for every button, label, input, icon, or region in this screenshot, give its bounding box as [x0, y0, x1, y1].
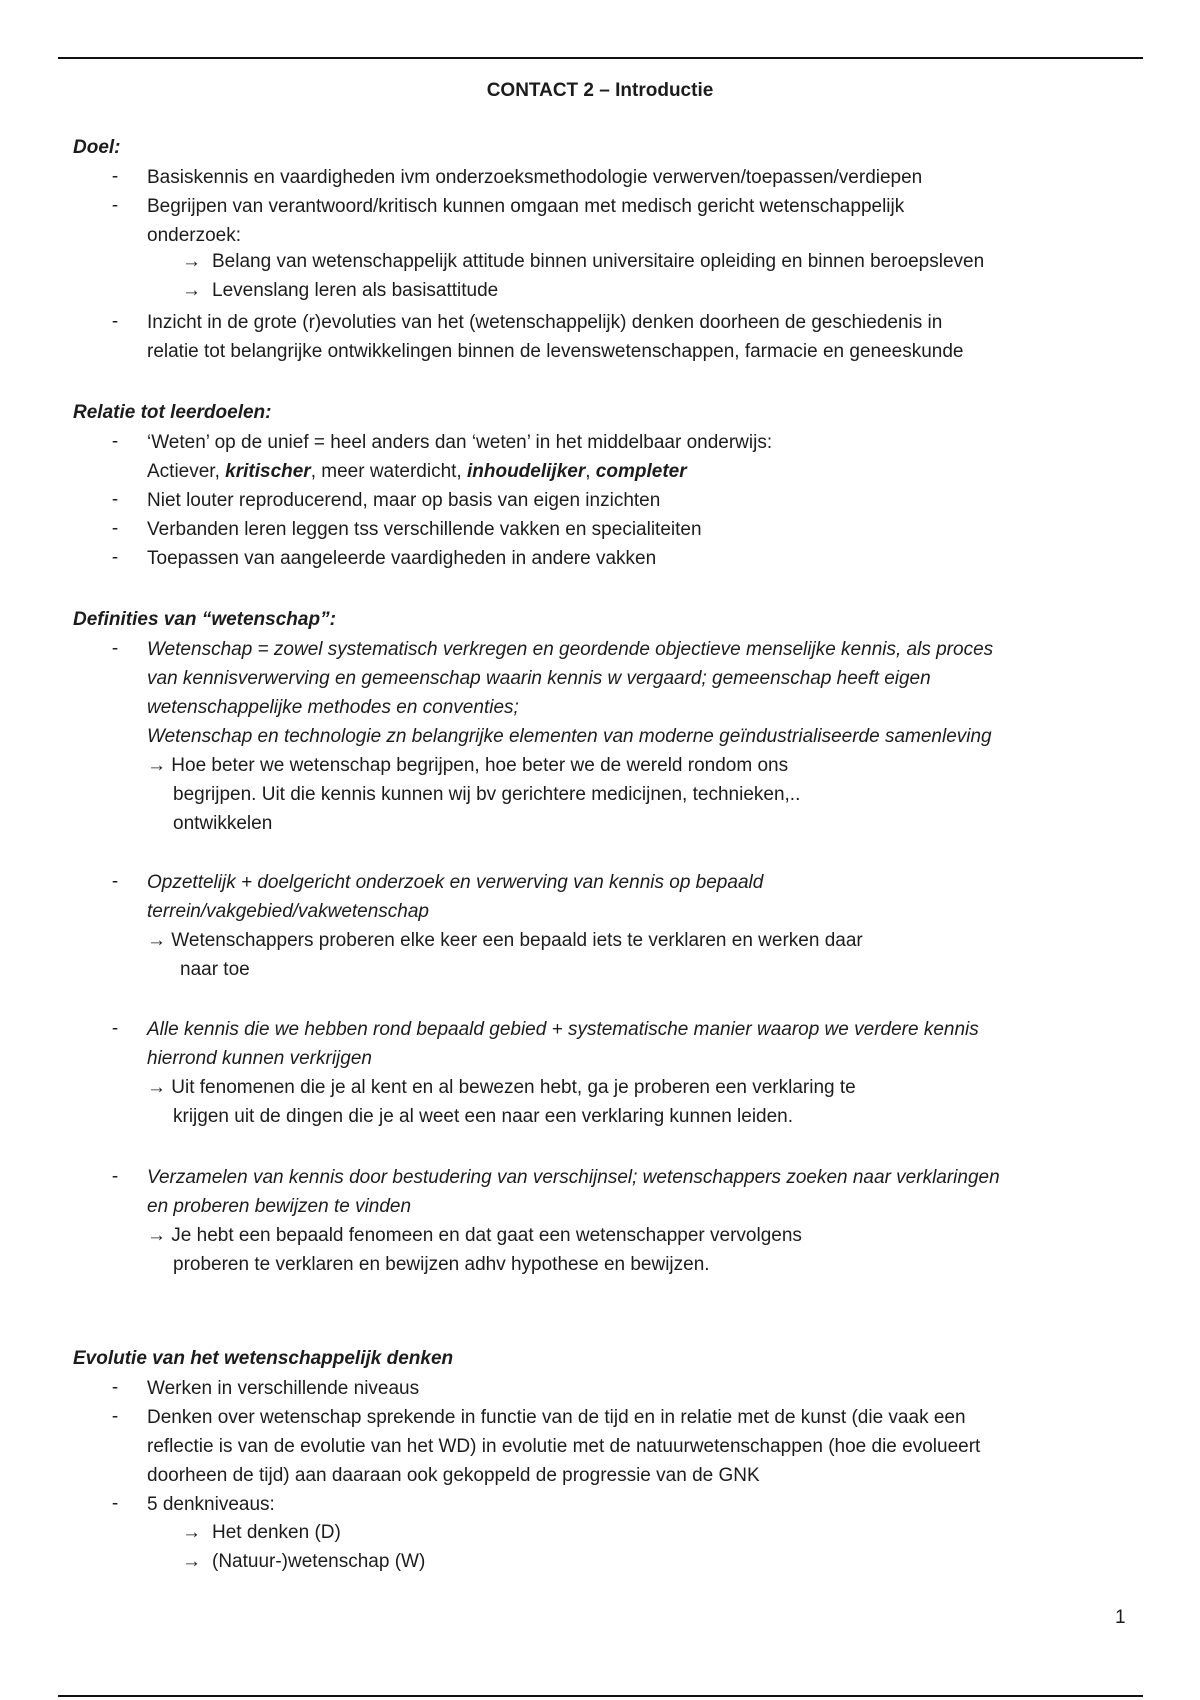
- def-1-arrow-text-1: Hoe beter we wetenschap begrijpen, hoe beter we de wereld rondom ons: [171, 755, 789, 776]
- bullet: -: [111, 1406, 119, 1427]
- heading-evolutie: Evolutie van het wetenschappelijk denken: [73, 1348, 454, 1369]
- arrow-icon: →: [147, 1225, 166, 1246]
- arrow-icon: →: [147, 930, 166, 951]
- emphasis-kritischer: kritischer: [225, 461, 311, 482]
- heading-definities: Definities van “wetenschap”:: [73, 609, 336, 630]
- def-1-arrow-line-2: begrijpen. Uit die kennis kunnen wij bv gerichtere medicijnen, technieken,..: [173, 784, 801, 805]
- def-4-line-2: en proberen bewijzen te vinden: [147, 1196, 412, 1217]
- doel-bullet-2-line-2: onderzoek:: [147, 225, 242, 246]
- doel-bullet-3-line-1: Inzicht in de grote (r)evoluties van het (wetenschappelijk) denken doorheen de geschiedenis in: [147, 312, 943, 333]
- def-3-arrow-text-1: Uit fenomenen die je al kent en al bewezen hebt, ga je proberen een verklaring te: [171, 1077, 856, 1098]
- def-2-arrow-text-1: Wetenschappers proberen elke keer een bepaald iets te verklaren en werken daar: [171, 930, 863, 951]
- relatie-bullet-1-line-2: [147, 458, 687, 485]
- def-1-line-4: Wetenschap en technologie zn belangrijke elementen van moderne geïndustrialiseerde samenleving: [147, 726, 992, 747]
- relatie-bullet-4: Toepassen van aangeleerde vaardigheden in andere vakken: [147, 548, 657, 569]
- doel-bullet-2-line-1: Begrijpen van verantwoord/kritisch kunnen omgaan met medisch gericht wetenschappelijk: [147, 196, 905, 217]
- evolutie-bullet-3: 5 denkniveaus:: [147, 1494, 275, 1515]
- emphasis-inhoudelijker: inhoudelijker: [466, 461, 586, 482]
- def-2-arrow-line-2: naar toe: [180, 959, 250, 980]
- relatie-bullet-2: Niet louter reproducerend, maar op basis van eigen inzichten: [147, 490, 661, 511]
- heading-doel: Doel:: [73, 137, 121, 158]
- bullet: -: [111, 518, 119, 539]
- top-rule: [58, 57, 1143, 59]
- evolutie-bullet-2-line-2: reflectie is van de evolutie van het WD) in evolutie met de natuurwetenschappen (hoe die evolueert: [147, 1436, 981, 1457]
- bullet: -: [111, 1018, 119, 1039]
- doel-sub-1-text: Belang van wetenschappelijk attitude binnen universitaire opleiding en binnen beroepsleven: [212, 251, 985, 272]
- evolutie-sub-1: [182, 1522, 341, 1544]
- heading-relatie: Relatie tot leerdoelen:: [73, 402, 272, 423]
- doel-bullet-3-line-2: relatie tot belangrijke ontwikkelingen binnen de levenswetenschappen, farmacie en geneeskunde: [147, 341, 964, 362]
- evolutie-sub-1-text: Het denken (D): [212, 1522, 341, 1543]
- bullet: -: [111, 311, 119, 332]
- evolutie-bullet-1: Werken in verschillende niveaus: [147, 1378, 420, 1399]
- emphasis-completer: completer: [595, 461, 687, 482]
- text-span: Actiever,: [147, 461, 226, 482]
- page-title: CONTACT 2 – Introductie: [486, 80, 714, 101]
- bullet: -: [111, 871, 119, 892]
- text-span: ,: [585, 461, 596, 482]
- def-2-arrow-line-1: [147, 927, 863, 954]
- bullet: -: [111, 431, 119, 452]
- def-3-line-2: hierrond kunnen verkrijgen: [147, 1048, 372, 1069]
- bullet: -: [111, 1166, 119, 1187]
- arrow-icon: →: [182, 1551, 201, 1572]
- bullet: -: [111, 638, 119, 659]
- def-4-arrow-line-1: [147, 1222, 802, 1249]
- arrow-icon: →: [182, 251, 201, 272]
- def-2-line-2: terrein/vakgebied/vakwetenschap: [147, 901, 430, 922]
- bullet: -: [111, 1493, 119, 1514]
- def-1-arrow-line-1: [147, 752, 788, 779]
- bullet: -: [111, 166, 119, 187]
- evolutie-bullet-2-line-3: doorheen de tijd) aan daaraan ook gekoppeld de progressie van de GNK: [147, 1465, 760, 1486]
- def-1-line-2: van kennisverwerving en gemeenschap waarin kennis w vergaard; gemeenschap heeft eigen: [147, 668, 931, 689]
- evolutie-sub-2: [182, 1551, 425, 1573]
- def-1-arrow-line-3: ontwikkelen: [173, 813, 273, 834]
- def-4-arrow-text-1: Je hebt een bepaald fenomeen en dat gaat een wetenschapper vervolgens: [171, 1225, 802, 1246]
- bullet: -: [111, 547, 119, 568]
- relatie-bullet-3: Verbanden leren leggen tss verschillende vakken en specialiteiten: [147, 519, 702, 540]
- doel-sub-2: [182, 280, 498, 302]
- def-3-arrow-line-2: krijgen uit de dingen die je al weet een naar een verklaring kunnen leiden.: [173, 1106, 794, 1127]
- doel-sub-2-text: Levenslang leren als basisattitude: [212, 280, 499, 301]
- doel-bullet-1: Basiskennis en vaardigheden ivm onderzoeksmethodologie verwerven/toepassen/verdiepen: [147, 167, 923, 188]
- def-3-arrow-line-1: [147, 1074, 856, 1101]
- bullet: -: [111, 195, 119, 216]
- bullet: -: [111, 1377, 119, 1398]
- def-4-arrow-line-2: proberen te verklaren en bewijzen adhv hypothese en bewijzen.: [173, 1254, 710, 1275]
- evolutie-sub-2-text: (Natuur-)wetenschap (W): [212, 1551, 426, 1572]
- evolutie-bullet-2-line-1: Denken over wetenschap sprekende in functie van de tijd en in relatie met de kunst (die vaak een: [147, 1407, 966, 1428]
- bullet: -: [111, 489, 119, 510]
- arrow-icon: →: [147, 1077, 166, 1098]
- arrow-icon: →: [147, 755, 166, 776]
- def-1-line-3: wetenschappelijke methodes en conventies;: [147, 697, 519, 718]
- def-4-line-1: Verzamelen van kennis door bestudering van verschijnsel; wetenschappers zoeken naar verklaringen: [147, 1167, 1000, 1188]
- relatie-bullet-1-line-1: ‘Weten’ op de unief = heel anders dan ‘weten’ in het middelbaar onderwijs:: [147, 432, 773, 453]
- bottom-rule: [58, 1695, 1143, 1697]
- arrow-icon: →: [182, 280, 201, 301]
- def-3-line-1: Alle kennis die we hebben rond bepaald gebied + systematische manier waarop we verdere kennis: [147, 1019, 979, 1040]
- def-1-line-1: Wetenschap = zowel systematisch verkregen en geordende objectieve menselijke kennis, als proces: [147, 639, 994, 660]
- text-span: , meer waterdicht,: [310, 461, 467, 482]
- def-2-line-1: Opzettelijk + doelgericht onderzoek en verwerving van kennis op bepaald: [147, 872, 764, 893]
- arrow-icon: →: [182, 1522, 201, 1543]
- page-number: 1: [1115, 1607, 1126, 1628]
- doel-sub-1: [182, 251, 984, 273]
